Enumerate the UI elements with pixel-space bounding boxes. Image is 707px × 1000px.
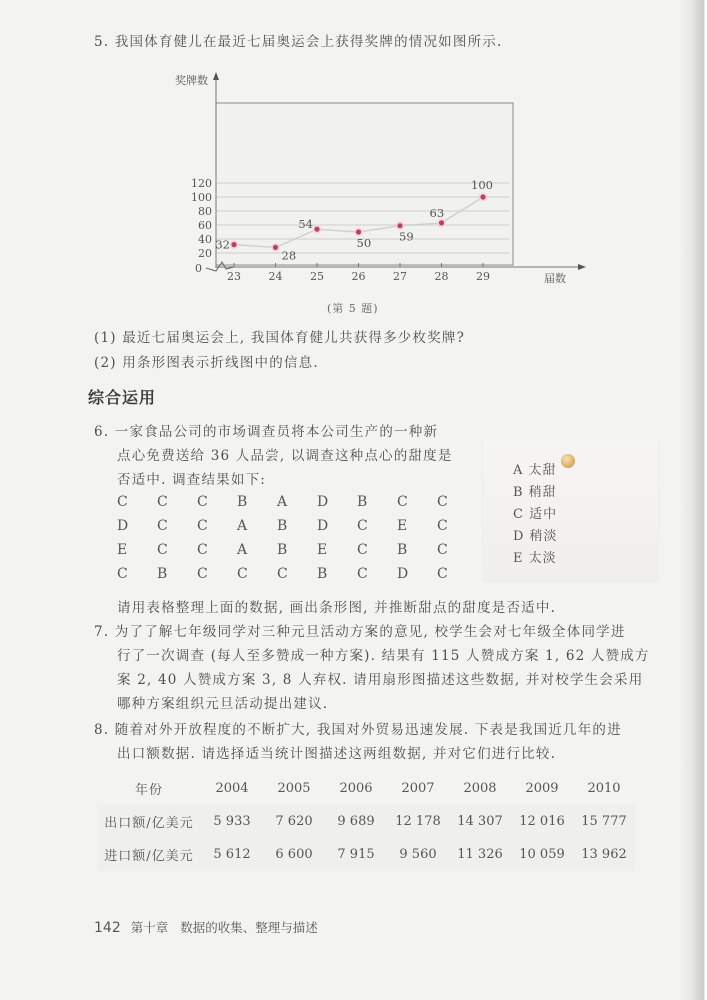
data-point [480,194,485,199]
survey-cell: B [317,566,328,582]
survey-cell: A [237,518,248,534]
figure-caption: (第 5 题) [327,302,379,315]
page-number: 142 [94,920,121,936]
legend-item: E 太淡 [513,551,557,566]
survey-cell: C [197,542,208,558]
data-point [231,242,236,247]
table-cell: 2009 [525,781,559,796]
pushpin-icon [561,454,575,468]
legend-item: A 太甜 [513,463,557,478]
problem-5-stem: 5. 我国体育健儿在最近七届奥运会上获得奖牌的情况如图所示. [94,34,503,50]
survey-cell: C [437,566,448,582]
survey-cell: D [397,566,409,582]
x-tick-label: 28 [434,270,449,283]
x-tick-label: 27 [393,270,407,283]
survey-cell: B [277,542,288,558]
trade-data-table [97,772,635,871]
x-tick-label: 25 [310,270,324,283]
survey-cell: D [317,494,329,510]
problem-6-line-1: 6. 一家食品公司的市场调查员将本公司生产的一种新 [94,424,439,440]
table-cell: 13 962 [573,838,635,871]
problem-8-line-2: 出口额数据. 请选择适当统计图描述这两组数据, 并对它们进行比较. [117,746,557,762]
table-cell: 9 689 [325,805,387,838]
section-heading: 综合运用 [88,388,157,407]
table-cell: 10 059 [511,838,573,871]
data-point [397,223,402,228]
data-label: 50 [356,236,372,250]
problem-5-question-2: (2) 用条形图表示折线图中的信息. [94,355,319,371]
table-cell: 2007 [401,781,435,796]
survey-row [117,490,477,514]
survey-cell: C [157,518,168,534]
problem-7-line-3: 案 2, 40 人赞成方案 3, 8 人弃权. 请用扇形图描述这些数据, 并对校学生会采用 [117,672,644,688]
problem-6-instruction: 请用表格整理上面的数据, 画出条形图, 并推断甜点的甜度是否适中. [117,600,557,616]
survey-cell: D [117,518,129,534]
table-cell: 2005 [277,781,311,796]
table-cell: 2004 [215,781,249,796]
survey-row [117,514,477,538]
x-tick-label: 23 [227,270,241,283]
data-label: 59 [399,229,414,244]
y-tick-label: 80 [198,205,212,218]
page-edge-shadow [679,0,707,1000]
table-cell: 2008 [463,781,497,796]
survey-cell: E [117,542,128,558]
survey-cell: C [197,566,208,582]
svg-text:奖牌数: 奖牌数 [175,74,208,87]
table-header-row [97,772,635,805]
survey-cell: C [157,542,168,558]
survey-cell: C [357,566,368,582]
survey-cell: C [197,494,208,510]
table-row [97,805,635,838]
y-tick-label: 100 [191,191,212,204]
table-cell: 5 612 [201,838,263,871]
survey-cell: C [277,566,288,582]
survey-row [117,562,477,586]
y-tick-label: 60 [198,219,212,232]
survey-cell: B [157,566,168,582]
survey-cell: B [277,518,288,534]
svg-text:届数: 届数 [544,272,566,285]
y-tick-label: 120 [191,177,212,190]
survey-cell: C [357,518,368,534]
table-row [97,838,635,871]
survey-cell: C [157,494,168,510]
table-cell: 7 620 [263,805,325,838]
x-tick-label: 26 [351,270,366,283]
y-tick-label: 0 [195,262,202,275]
data-point [314,227,319,232]
row-label: 进口额/亿美元 [97,838,201,871]
data-label: 54 [298,217,313,232]
y-tick-label: 20 [198,247,212,260]
problem-6-line-3: 否适中. 调查结果如下: [117,472,267,488]
problem-5-question-1: (1) 最近七届奥运会上, 我国体育健儿共获得多少枚奖牌? [94,330,466,346]
data-label: 63 [429,205,445,220]
survey-cell: B [397,542,408,558]
table-cell: 11 326 [449,838,511,871]
row-label: 出口额/亿美元 [97,805,201,838]
survey-cell: E [317,542,328,558]
survey-cell: B [357,494,368,510]
chapter-number: 第十章 [130,920,169,935]
survey-cell: D [317,518,329,534]
legend-item: D 稍淡 [513,529,558,544]
table-cell: 6 600 [263,838,325,871]
survey-cell: C [437,494,448,510]
y-tick-label: 40 [198,233,212,246]
survey-cell: E [397,518,408,534]
survey-cell: C [117,566,128,582]
problem-7-line-2: 行了一次调查 (每人至多赞成一种方案). 结果有 115 人赞成方案 1, 62 人赞成方 [117,648,650,664]
survey-results-grid [117,490,477,586]
survey-cell: C [357,542,368,558]
survey-row [117,538,477,562]
chapter-title: 数据的收集、整理与描述 [180,920,318,935]
survey-cell: C [437,518,448,534]
legend-item: C 适中 [513,507,558,522]
x-tick-label: 24 [268,270,283,283]
problem-6-line-2: 点心免费送给 36 人品尝, 以调查这种点心的甜度是 [117,448,453,464]
problem-7-line-1: 7. 为了了解七年级同学对三种元旦活动方案的意见, 校学生会对七年级全体同学进 [94,624,626,640]
survey-cell: C [397,494,408,510]
y-axis-arrow-icon [213,72,219,80]
table-cell: 14 307 [449,805,511,838]
survey-cell: A [237,542,248,558]
data-label: 32 [215,237,230,252]
legend-item: B 稍甜 [513,485,557,500]
table-cell: 9 560 [387,838,449,871]
data-point [356,229,361,234]
survey-cell: C [197,518,208,534]
survey-cell: C [117,494,128,510]
problem-7-line-4: 哪种方案组织元旦活动提出建议. [117,696,329,712]
x-axis-arrow-icon [578,264,586,270]
table-cell: 15 777 [573,805,635,838]
survey-cell: A [277,494,288,510]
table-cell: 12 016 [511,805,573,838]
data-label: 100 [471,178,493,192]
data-label: 28 [281,248,297,263]
survey-cell: C [437,542,448,558]
page-footer [94,918,318,936]
row-label: 年份 [134,783,163,798]
table-cell: 2006 [339,781,373,796]
medal-line-chart [160,68,600,293]
survey-cell: B [237,494,248,510]
data-point [273,245,278,250]
table-cell: 12 178 [387,805,449,838]
table-cell: 2010 [587,781,621,796]
problem-8-line-1: 8. 随着对外开放程度的不断扩大, 我国对外贸易迅速发展. 下表是我国近几年的进 [94,722,622,738]
sweetness-legend-note [483,440,658,580]
table-cell: 5 933 [201,805,263,838]
table-cell: 7 915 [325,838,387,871]
data-point [439,220,444,225]
survey-cell: C [237,566,248,582]
x-tick-label: 29 [476,270,490,283]
